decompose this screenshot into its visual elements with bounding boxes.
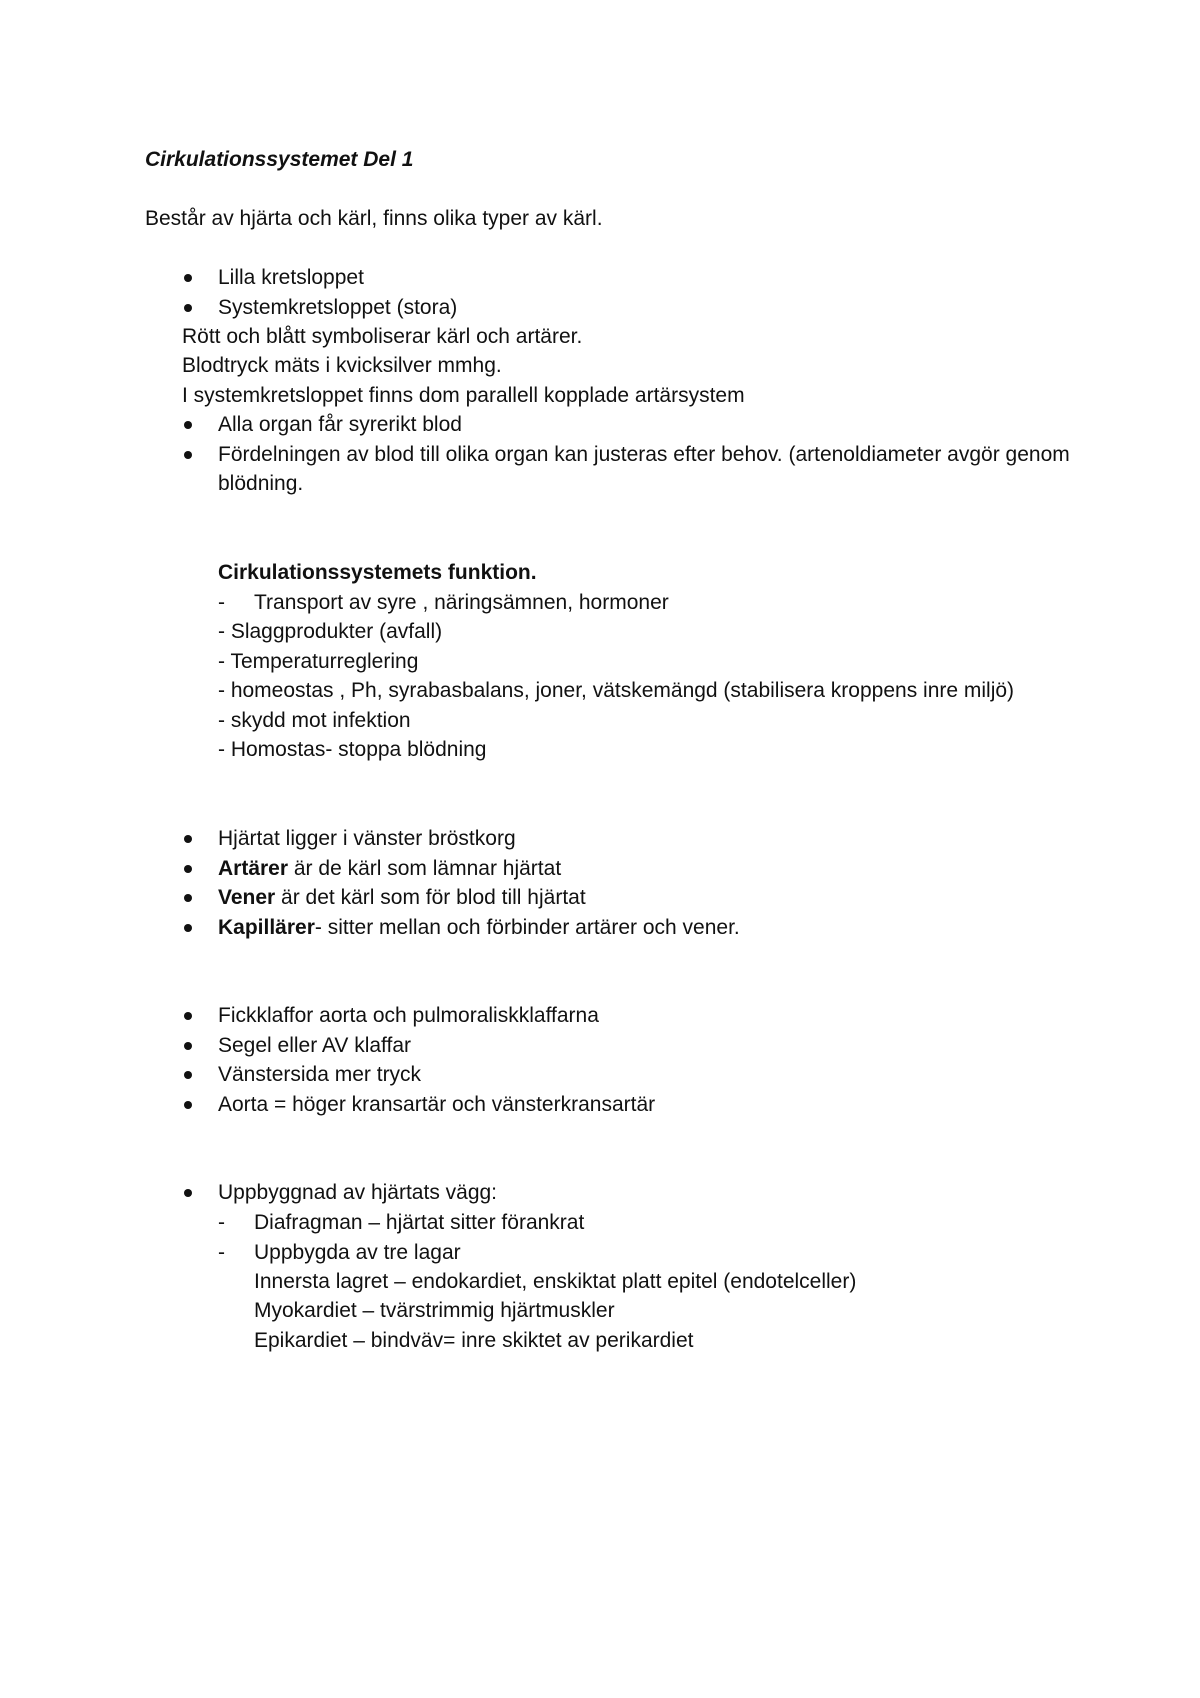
function-line: - skydd mot infektion	[218, 709, 411, 732]
note-line: I systemkretsloppet finns dom parallell kopplade artärsystem	[182, 384, 745, 407]
list-item: Hjärtat ligger i vänster bröstkorg	[182, 824, 740, 854]
bullet-icon	[184, 1101, 192, 1109]
function-line: - Homostas- stoppa blödning	[218, 738, 487, 761]
bullet-icon	[184, 894, 192, 902]
intro-paragraph: Består av hjärta och kärl, finns olika typer av kärl.	[145, 207, 603, 230]
circuit-list	[182, 263, 457, 322]
list-item: Aorta = höger kransartär och vänsterkransartär	[182, 1090, 655, 1120]
valves-list	[182, 1001, 655, 1119]
heart-wall-dash-list	[218, 1208, 584, 1267]
list-item: - Diafragman – hjärtat sitter förankrat	[218, 1208, 584, 1238]
document-title: Cirkulationssystemet Del 1	[145, 148, 414, 171]
section-heading: Cirkulationssystemets funktion.	[218, 561, 537, 584]
function-first-list	[218, 588, 669, 618]
dash-icon: -	[218, 1240, 225, 1264]
bullet-icon	[184, 304, 192, 312]
bullet-icon	[184, 865, 192, 873]
list-item: - Uppbygda av tre lagar	[218, 1238, 584, 1268]
systemic-circuit-list	[182, 410, 1098, 499]
bullet-icon	[184, 274, 192, 282]
list-item: Alla organ får syrerikt blod	[182, 410, 1098, 440]
bullet-icon	[184, 1012, 192, 1020]
dash-icon: -	[218, 1211, 225, 1234]
list-item: Vänstersida mer tryck	[182, 1060, 655, 1090]
layer-line: Myokardiet – tvärstrimmig hjärtmuskler	[254, 1299, 615, 1322]
heart-wall-list	[182, 1178, 497, 1208]
layer-line: Innersta lagret – endokardiet, enskiktat platt epitel (endotelceller)	[254, 1270, 857, 1293]
bullet-icon	[184, 835, 192, 843]
bullet-icon	[184, 1189, 192, 1197]
function-line: - Slaggprodukter (avfall)	[218, 620, 443, 643]
bullet-icon	[184, 421, 192, 429]
list-item: Fickklaffor aorta och pulmoraliskklaffarna	[182, 1001, 655, 1031]
list-item: Uppbyggnad av hjärtats vägg:	[182, 1178, 497, 1208]
list-item: Systemkretsloppet (stora)	[182, 293, 457, 323]
bullet-icon	[184, 451, 192, 459]
list-item: Lilla kretsloppet	[182, 263, 457, 293]
function-line: - Temperaturreglering	[218, 650, 419, 673]
bullet-icon	[184, 1071, 192, 1079]
list-item: Artärer är de kärl som lämnar hjärtat	[182, 854, 740, 884]
vessels-list	[182, 824, 740, 942]
note-line: Rött och blått symboliserar kärl och artärer.	[182, 325, 583, 348]
list-item: Vener är det kärl som för blod till hjärtat	[182, 883, 740, 913]
bullet-icon	[184, 1042, 192, 1050]
function-line: - homeostas , Ph, syrabasbalans, joner, vätskemängd (stabilisera kroppens inre miljö)	[218, 679, 1015, 702]
list-item: Fördelningen av blod till olika organ kan justeras efter behov. (artenoldiameter avgör genom blödning.	[182, 440, 1098, 499]
layer-line: Epikardiet – bindväv= inre skiktet av perikardiet	[254, 1329, 694, 1352]
list-item: - Transport av syre , näringsämnen, hormoner	[218, 588, 669, 618]
bullet-icon	[184, 924, 192, 932]
list-item: Kapillärer- sitter mellan och förbinder artärer och vener.	[182, 913, 740, 943]
dash-icon: -	[218, 591, 225, 614]
list-item: Segel eller AV klaffar	[182, 1031, 655, 1061]
note-line: Blodtryck mäts i kvicksilver mmhg.	[182, 354, 502, 377]
